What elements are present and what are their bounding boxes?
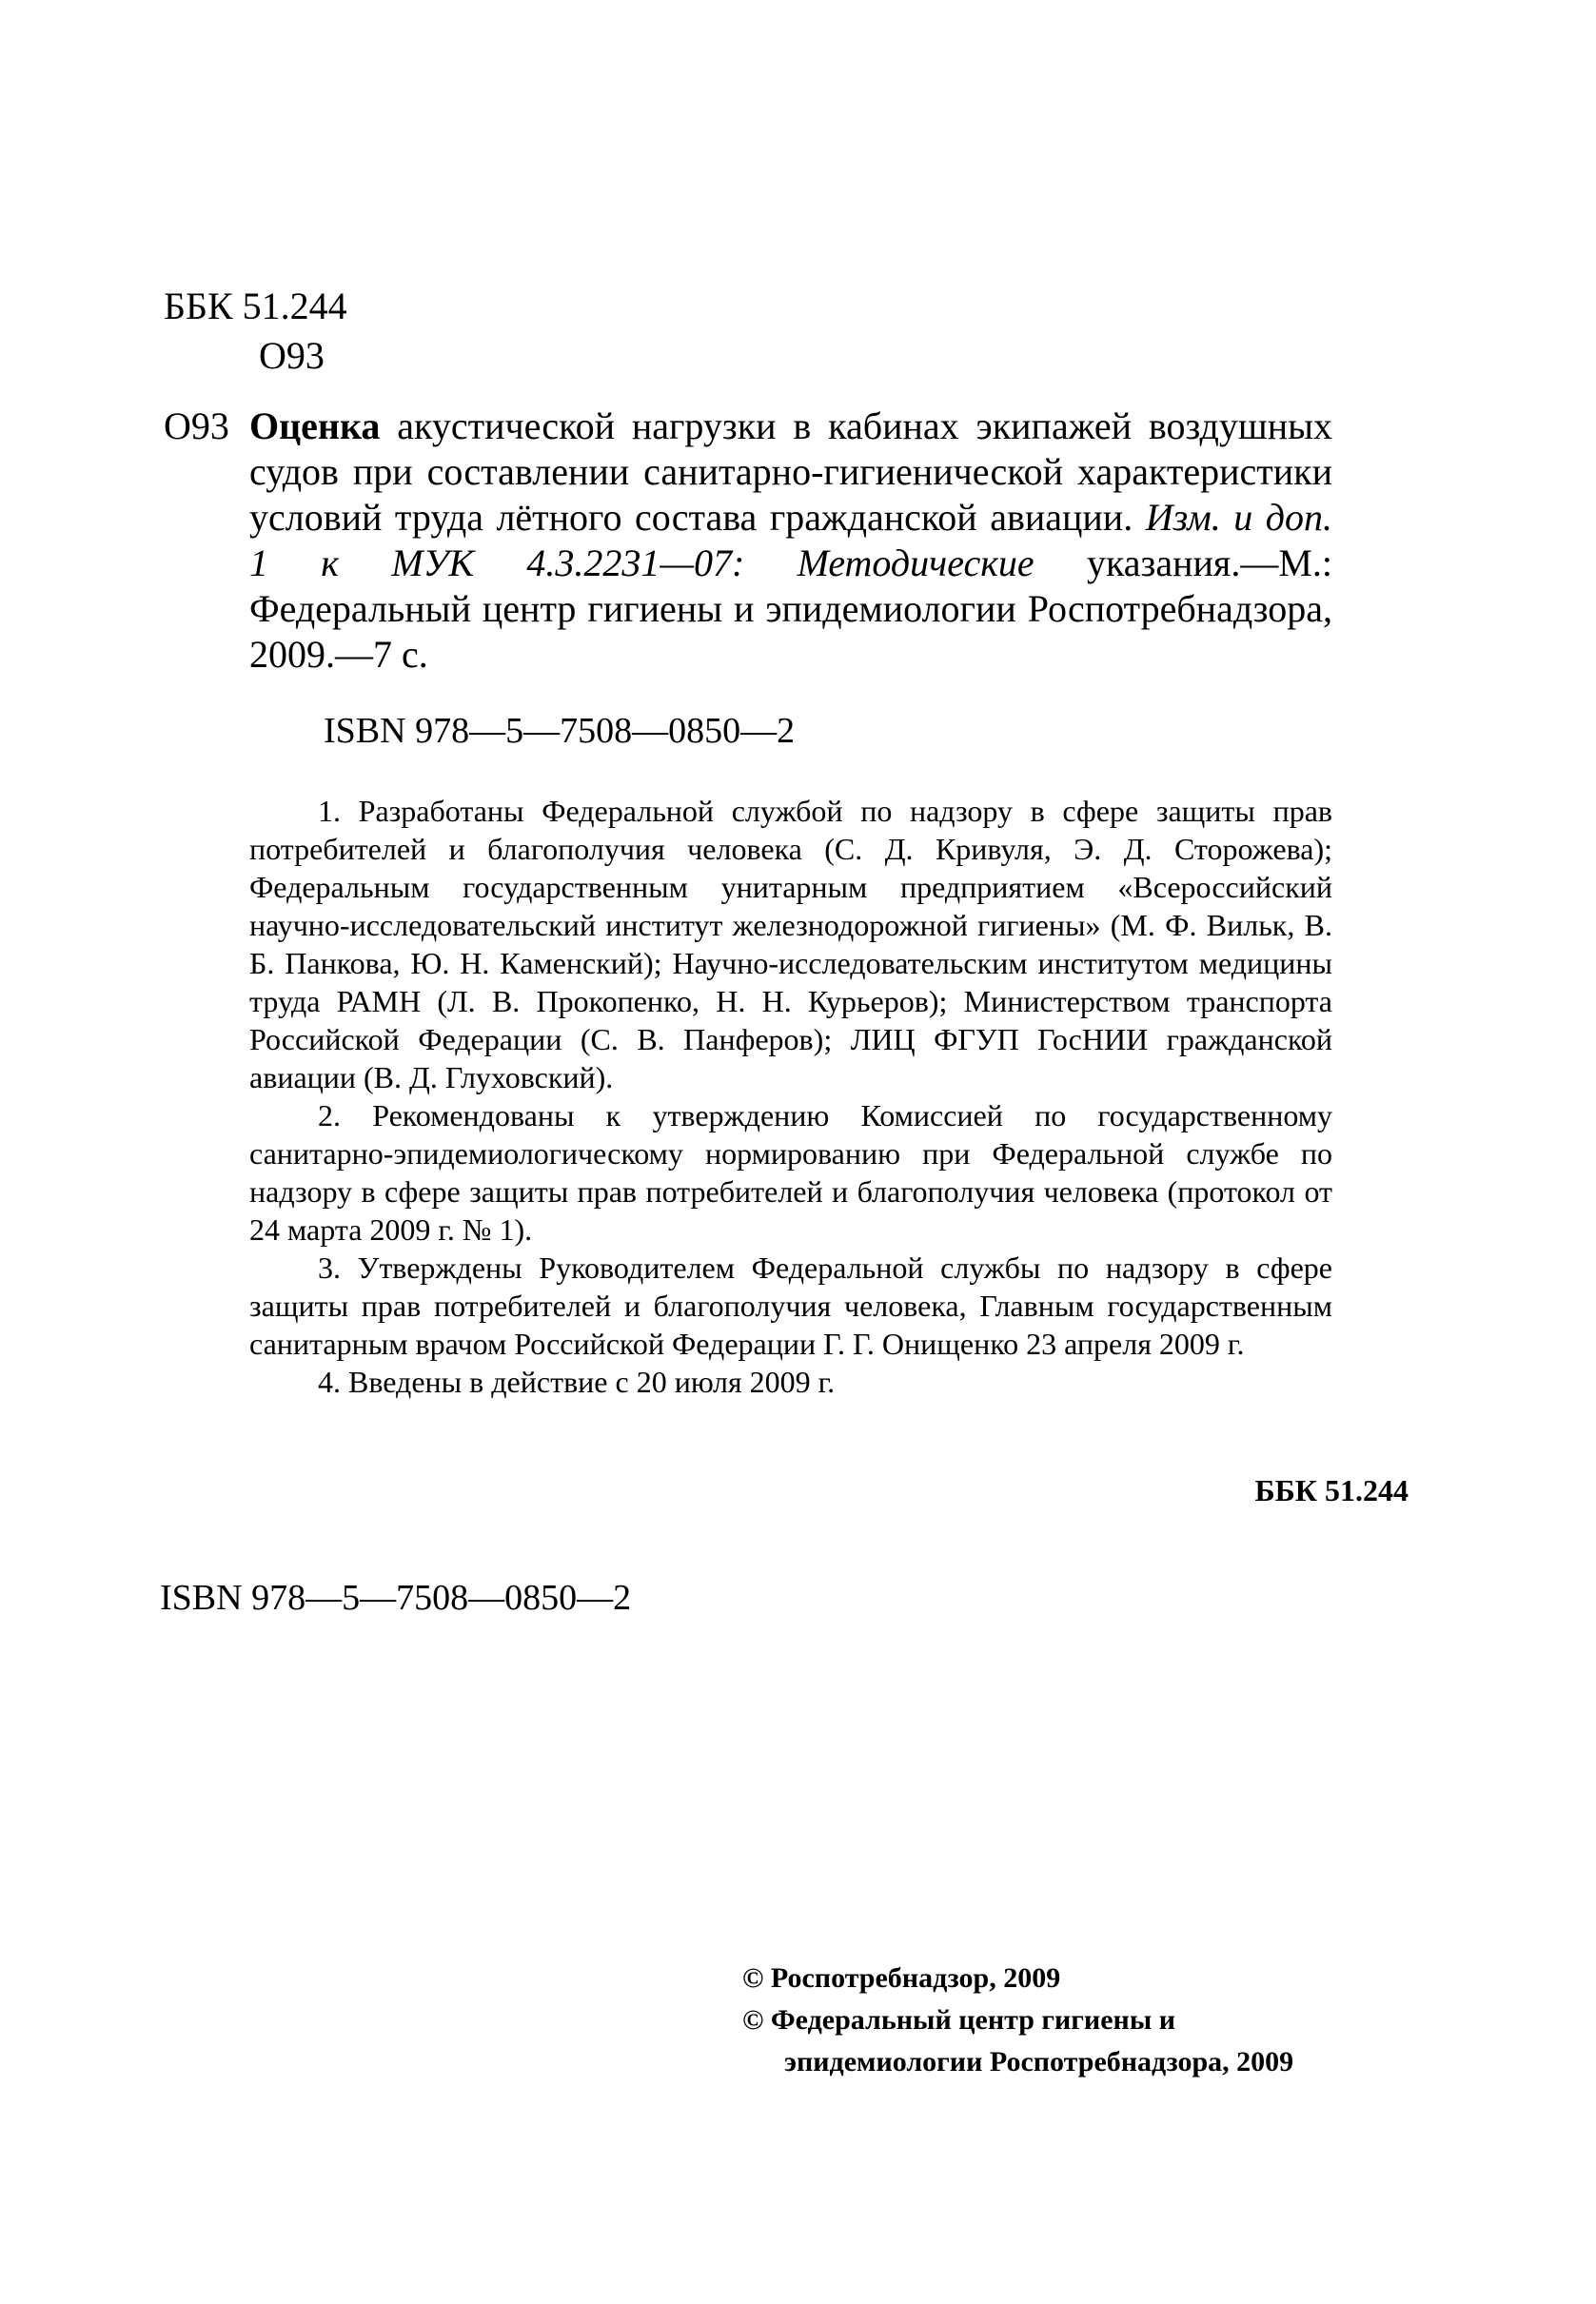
- copyright-block: [742, 1958, 1293, 2083]
- isbn-bottom: ISBN 978—5—7508—0850—2: [160, 1578, 632, 1618]
- entry-code: О93: [164, 404, 229, 447]
- entry-title: Оценка: [249, 404, 381, 447]
- bbk-index: ББК 51.244: [164, 285, 347, 327]
- note-item: 1. Разработаны Федеральной службой по надзору в сфере защиты прав потребителей и благополучия человека (С. Д. Кривуля, Э. Д. Сторожева); Федеральным государственным унитарным предприятием «Всероссийский научно-исследовательский институт железнодорожной гигиены» (М. Ф. Вильк, В. Б. Панкова, Ю. Н. Каменский); Научно-исследовательским институтом медицины труда РАМН (Л. В. Прокопенко, Н. Н. Курьеров); Министерством транспорта Российской Федерации (С. В. Панферов); ЛИЦ ФГУП ГосНИИ гражданской авиации (В. Д. Глуховский).: [249, 794, 1332, 1094]
- copyright-line: © Федеральный центр гигиены и: [742, 2004, 1176, 2036]
- copyright-line: © Роспотребнадзор, 2009: [742, 1962, 1061, 1994]
- entry-text-end: указания.—М.: Федеральный центр гигиены и эпидемиологии Роспотребнадзора, 2009.—7 с.: [249, 542, 1332, 676]
- bbk-index-right: ББК 51.244: [1254, 1473, 1409, 1507]
- entry-text: акустической нагрузки в кабинах экипажей воздушных судов при составлении санитарно-гигиенической характеристики условий труда лётного состава гражданской авиации.: [249, 404, 1332, 539]
- note-item: 2. Рекомендованы к утверждению Комиссией по государственному санитарно-эпидемиологическому нормированию при Федеральной службе по надзору в сфере защиты прав потребителей и благополучия человека (протокол от 24 марта 2009 г. № 1).: [249, 1098, 1332, 1247]
- bibliographic-entry: [249, 404, 1332, 678]
- isbn-top: ISBN 978—5—7508—0850—2: [324, 711, 796, 751]
- entry-italic: Изм. и доп. 1 к МУК 4.3.2231—07: Методические: [249, 496, 1332, 584]
- author-sign: О93: [259, 334, 325, 377]
- copyright-line: эпидемиологии Роспотребнадзора, 2009: [784, 2046, 1294, 2078]
- notes-block: [249, 792, 1332, 1401]
- note-item: 3. Утверждены Руководителем Федеральной службы по надзору в сфере защиты прав потребителей и благополучия человека, Главным государственным санитарным врачом Российской Федерации Г. Г. Онищенко 23 апреля 2009 г.: [249, 1250, 1332, 1361]
- note-item: 4. Введены в действие с 20 июля 2009 г.: [318, 1365, 836, 1399]
